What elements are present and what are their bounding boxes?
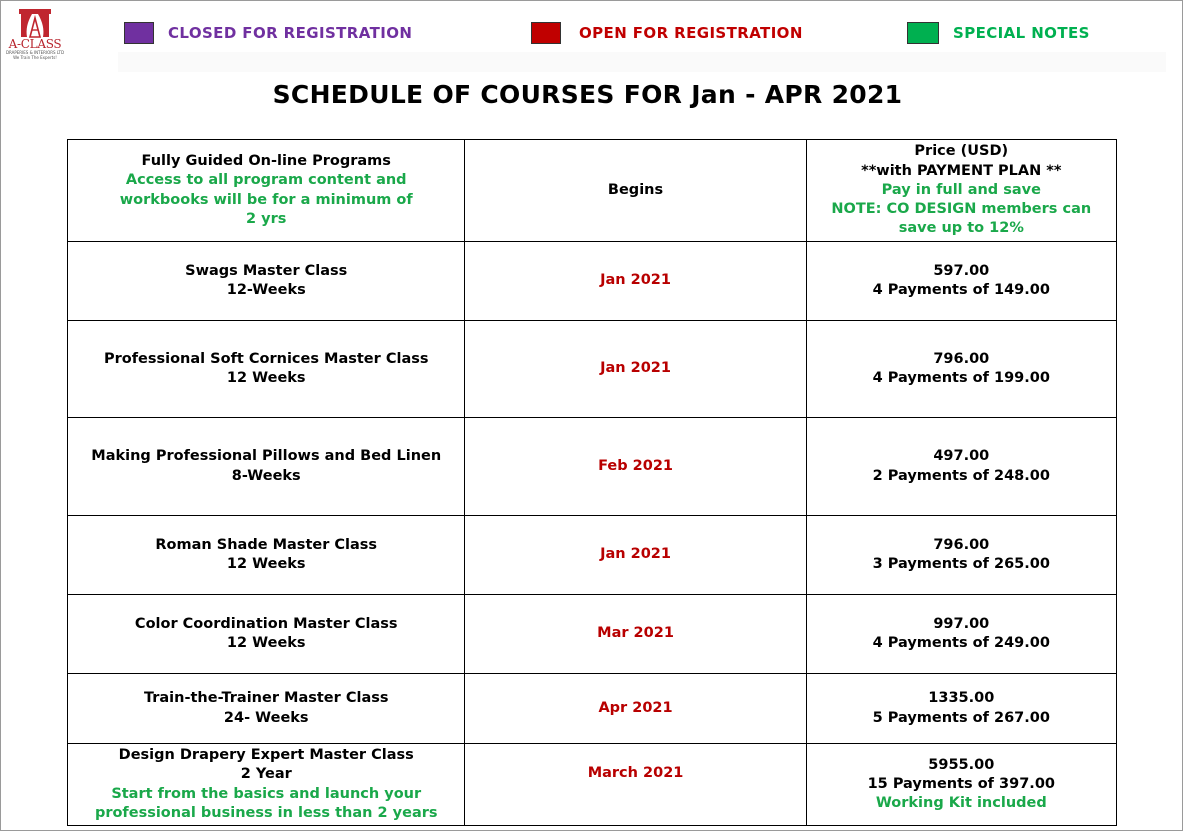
header-price-cell: [806, 140, 1116, 242]
curtain-logo-icon: [18, 8, 52, 38]
legend-special-label: SPECIAL NOTES: [953, 24, 1090, 42]
price-cell: [806, 321, 1116, 418]
course-note-line: Start from the basics and launch your: [111, 785, 422, 802]
course-duration: 12-Weeks: [226, 282, 306, 298]
course-price: 597.00: [933, 262, 990, 279]
course-cell: [68, 595, 465, 674]
price-cell: [806, 674, 1116, 744]
course-cell: [68, 418, 465, 516]
company-logo: [4, 8, 66, 68]
legend-open: [531, 22, 803, 44]
course-row: [68, 242, 1117, 321]
course-payments: 2 Payments of 248.00: [872, 467, 1050, 484]
closed-swatch: [124, 22, 154, 44]
course-cell: [68, 321, 465, 418]
course-name: Roman Shade Master Class: [155, 536, 378, 553]
course-duration: 12 Weeks: [226, 635, 306, 651]
header-program-note-line: workbooks will be for a minimum of: [119, 191, 413, 208]
course-duration: 12 Weeks: [226, 556, 306, 572]
course-payments: 4 Payments of 249.00: [872, 635, 1050, 651]
legend-open-label: OPEN FOR REGISTRATION: [579, 24, 803, 42]
course-begins: Feb 2021: [465, 418, 806, 516]
header-program-cell: [68, 140, 465, 242]
course-duration: 12 Weeks: [226, 370, 306, 386]
course-name: Train-the-Trainer Master Class: [143, 690, 389, 707]
course-name: Making Professional Pillows and Bed Linen: [91, 448, 442, 465]
price-cell: [806, 516, 1116, 595]
header-price-note-line: Pay in full and save: [881, 181, 1041, 198]
course-price: 497.00: [933, 448, 990, 465]
header-begins-cell: [465, 140, 806, 242]
course-begins: Jan 2021: [465, 321, 806, 418]
course-name: Color Coordination Master Class: [134, 615, 398, 632]
course-cell: [68, 516, 465, 595]
course-name: Professional Soft Cornices Master Class: [103, 350, 429, 367]
course-duration: 2 Year: [240, 766, 292, 783]
course-price: 997.00: [933, 615, 990, 632]
price-cell: [806, 744, 1116, 826]
course-duration: 8-Weeks: [231, 467, 301, 484]
course-row: [68, 674, 1117, 744]
header-price-note-line: save up to 12%: [898, 220, 1024, 237]
course-cell: [68, 242, 465, 321]
header-program-note-line: Access to all program content and: [125, 172, 407, 189]
price-cell: [806, 418, 1116, 516]
header-program-title: Fully Guided On-line Programs: [141, 152, 391, 169]
header-program-note-line: 2 yrs: [246, 210, 287, 227]
course-begins: Jan 2021: [465, 516, 806, 595]
header-begins: Begins: [607, 181, 664, 198]
course-price-note: Working Kit included: [875, 795, 1047, 812]
legend-closed: [124, 22, 412, 44]
header-price-plan: **with PAYMENT PLAN **: [861, 162, 1062, 179]
logo-subtitle: DRAPERIES & INTERIORS LTD: [5, 50, 65, 55]
course-payments: 4 Payments of 199.00: [872, 370, 1050, 386]
page-title: SCHEDULE OF COURSES FOR Jan - APR 2021: [272, 80, 903, 109]
course-begins: March 2021: [465, 744, 806, 826]
header-row: [68, 140, 1117, 242]
course-payments: 15 Payments of 397.00: [867, 775, 1055, 792]
course-row: [68, 321, 1117, 418]
logo-tagline: We Train The Experts!: [13, 55, 57, 60]
header-price-title: Price (USD): [914, 143, 1009, 160]
course-payments: 4 Payments of 149.00: [872, 282, 1050, 298]
course-payments: 3 Payments of 265.00: [872, 556, 1050, 572]
course-begins: Apr 2021: [465, 674, 806, 744]
course-price: 1335.00: [928, 690, 995, 707]
course-name: Swags Master Class: [185, 262, 348, 279]
course-note-line: professional business in less than 2 years: [94, 804, 438, 821]
price-cell: [806, 242, 1116, 321]
legend-background: [118, 52, 1166, 72]
legend-special: [907, 22, 1090, 44]
course-price: 5955.00: [928, 756, 995, 773]
course-cell: [68, 744, 465, 826]
legend-closed-label: CLOSED FOR REGISTRATION: [168, 24, 413, 42]
course-row: [68, 595, 1117, 674]
course-begins: Jan 2021: [465, 242, 806, 321]
course-name: Design Drapery Expert Master Class: [118, 746, 414, 763]
course-price: 796.00: [933, 536, 990, 553]
open-swatch: [531, 22, 561, 44]
course-begins: Mar 2021: [465, 595, 806, 674]
course-duration: 24- Weeks: [223, 709, 309, 726]
course-row: [68, 744, 1117, 826]
logo-name: A-CLASS: [8, 37, 62, 51]
price-cell: [806, 595, 1116, 674]
course-cell: [68, 674, 465, 744]
course-row: [68, 516, 1117, 595]
special-swatch: [907, 22, 939, 44]
course-payments: 5 Payments of 267.00: [872, 709, 1050, 726]
course-price: 796.00: [933, 350, 990, 367]
schedule-table: [67, 139, 1117, 826]
header-price-note-line: NOTE: CO DESIGN members can: [831, 201, 1092, 218]
course-row: [68, 418, 1117, 516]
